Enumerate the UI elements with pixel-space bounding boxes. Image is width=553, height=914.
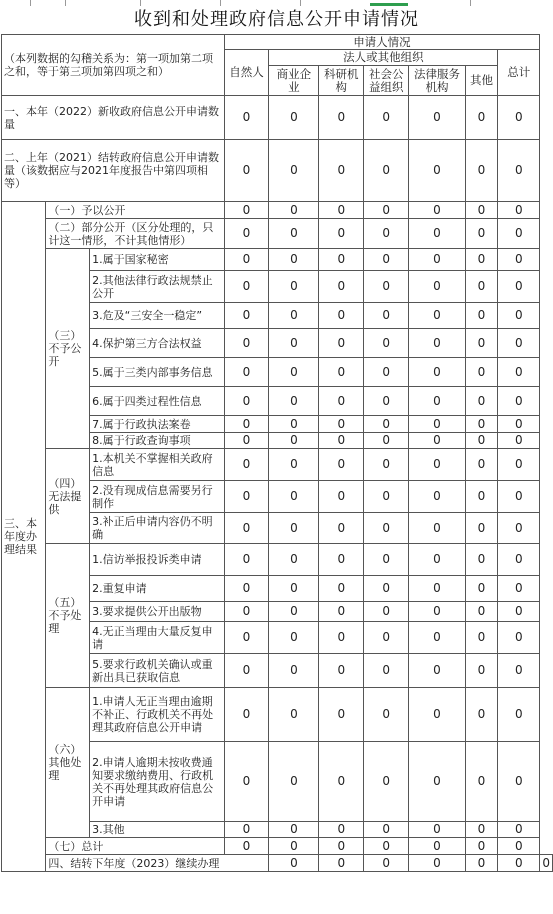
applicant-group-header: 申请人情况 xyxy=(224,35,540,50)
value-cell: 0 xyxy=(364,622,409,654)
value-cell: 0 xyxy=(224,602,269,622)
value-cell: 0 xyxy=(498,449,540,481)
value-cell: 0 xyxy=(498,202,540,219)
value-cell: 0 xyxy=(319,416,364,433)
value-cell: 0 xyxy=(498,688,540,742)
value-cell: 0 xyxy=(409,140,466,202)
value-cell: 0 xyxy=(364,654,409,688)
value-cell: 0 xyxy=(269,202,319,219)
item-label: 3.要求提供公开出版物 xyxy=(90,602,224,622)
value-cell: 0 xyxy=(319,303,364,329)
table-row xyxy=(2,35,553,50)
value-cell: 0 xyxy=(409,576,466,602)
item-label: 2.申请人逾期未按收费通知要求缴纳费用、行政机关不再处理其政府信息公开申请 xyxy=(90,742,224,822)
other-handling-label: （六）其他处理 xyxy=(46,688,90,838)
value-cell: 0 xyxy=(364,433,409,449)
value-cell: 0 xyxy=(409,358,466,387)
value-cell: 0 xyxy=(409,481,466,513)
item-label: 5.属于三类内部事务信息 xyxy=(90,358,224,387)
table-row xyxy=(2,544,553,576)
value-cell: 0 xyxy=(224,416,269,433)
value-cell: 0 xyxy=(465,688,497,742)
value-cell: 0 xyxy=(269,140,319,202)
value-cell: 0 xyxy=(319,329,364,358)
value-cell: 0 xyxy=(269,96,319,140)
new-requests-label: 一、本年（2022）新收政府信息公开申请数量 xyxy=(2,96,225,140)
value-cell: 0 xyxy=(224,249,269,271)
table-row xyxy=(2,219,553,249)
value-cell: 0 xyxy=(498,271,540,303)
table-row xyxy=(2,140,553,202)
item-label: 4.无正当理由大量反复申请 xyxy=(90,622,224,654)
value-cell: 0 xyxy=(269,433,319,449)
item-label: 5.要求行政机关确认或重新出具已获取信息 xyxy=(90,654,224,688)
value-cell: 0 xyxy=(409,329,466,358)
results-label: 三、本年度办理结果 xyxy=(2,202,46,872)
value-cell: 0 xyxy=(465,249,497,271)
value-cell: 0 xyxy=(364,742,409,822)
value-cell: 0 xyxy=(465,576,497,602)
value-cell: 0 xyxy=(409,654,466,688)
item-label: 1.属于国家秘密 xyxy=(90,249,224,271)
value-cell: 0 xyxy=(319,742,364,822)
value-cell: 0 xyxy=(465,855,497,872)
value-cell: 0 xyxy=(224,822,269,838)
value-cell: 0 xyxy=(498,481,540,513)
value-cell: 0 xyxy=(319,822,364,838)
value-cell: 0 xyxy=(224,622,269,654)
value-cell: 0 xyxy=(498,329,540,358)
value-cell: 0 xyxy=(224,654,269,688)
value-cell: 0 xyxy=(409,271,466,303)
item-label: 4.保护第三方合法权益 xyxy=(90,329,224,358)
table-row xyxy=(2,855,553,872)
item-label: 1.信访举报投诉类申请 xyxy=(90,544,224,576)
value-cell: 0 xyxy=(409,622,466,654)
value-cell: 0 xyxy=(319,449,364,481)
total-label: （七）总计 xyxy=(46,838,224,855)
value-cell: 0 xyxy=(409,688,466,742)
value-cell: 0 xyxy=(269,449,319,481)
value-cell: 0 xyxy=(498,742,540,822)
corner-note: （本列数据的勾稽关系为：第一项加第二项之和，等于第三项加第四项之和） xyxy=(2,35,225,96)
value-cell: 0 xyxy=(224,271,269,303)
value-cell: 0 xyxy=(364,544,409,576)
value-cell: 0 xyxy=(465,622,497,654)
value-cell: 0 xyxy=(409,249,466,271)
value-cell: 0 xyxy=(319,838,364,855)
value-cell: 0 xyxy=(465,358,497,387)
item-label: 2.没有现成信息需要另行制作 xyxy=(90,481,224,513)
disclosed-label: （一）予以公开 xyxy=(46,202,224,219)
value-cell: 0 xyxy=(409,202,466,219)
value-cell: 0 xyxy=(319,576,364,602)
value-cell: 0 xyxy=(409,544,466,576)
value-cell: 0 xyxy=(364,219,409,249)
value-cell: 0 xyxy=(465,838,497,855)
value-cell: 0 xyxy=(498,544,540,576)
value-cell: 0 xyxy=(364,416,409,433)
value-cell: 0 xyxy=(364,513,409,544)
total-header: 总计 xyxy=(498,50,540,96)
value-cell: 0 xyxy=(319,433,364,449)
table-row xyxy=(2,449,553,481)
value-cell: 0 xyxy=(319,271,364,303)
value-cell: 0 xyxy=(364,576,409,602)
value-cell: 0 xyxy=(319,481,364,513)
value-cell: 0 xyxy=(364,449,409,481)
value-cell: 0 xyxy=(465,202,497,219)
item-label: 8.属于行政查询事项 xyxy=(90,433,224,449)
value-cell: 0 xyxy=(409,219,466,249)
value-cell: 0 xyxy=(269,838,319,855)
value-cell: 0 xyxy=(319,622,364,654)
value-cell: 0 xyxy=(269,416,319,433)
value-cell: 0 xyxy=(498,387,540,416)
value-cell: 0 xyxy=(269,271,319,303)
value-cell: 0 xyxy=(364,855,409,872)
value-cell: 0 xyxy=(465,303,497,329)
item-label: 1.申请人无正当理由逾期不补正、行政机关不再处理其政府信息公开申请 xyxy=(90,688,224,742)
value-cell: 0 xyxy=(409,838,466,855)
carried-over-label: 二、上年（2021）结转政府信息公开申请数量（该数据应与2021年度报告中第四项相等） xyxy=(2,140,225,202)
legal-column-header: 社会公益组织 xyxy=(364,66,409,96)
item-label: 2.其他法律行政法规禁止公开 xyxy=(90,271,224,303)
value-cell: 0 xyxy=(224,96,269,140)
table-row xyxy=(2,688,553,742)
table-row xyxy=(2,249,553,271)
value-cell: 0 xyxy=(364,822,409,838)
value-cell: 0 xyxy=(465,433,497,449)
value-cell: 0 xyxy=(319,219,364,249)
value-cell: 0 xyxy=(498,838,540,855)
value-cell: 0 xyxy=(269,544,319,576)
value-cell: 0 xyxy=(465,140,497,202)
table-row xyxy=(2,202,553,219)
value-cell: 0 xyxy=(364,249,409,271)
value-cell: 0 xyxy=(224,303,269,329)
value-cell: 0 xyxy=(224,838,269,855)
natural-person-header: 自然人 xyxy=(224,50,269,96)
value-cell: 0 xyxy=(364,140,409,202)
value-cell: 0 xyxy=(364,329,409,358)
value-cell: 0 xyxy=(409,433,466,449)
item-label: 3.补正后申请内容仍不明确 xyxy=(90,513,224,544)
legal-column-header: 科研机构 xyxy=(319,66,364,96)
value-cell: 0 xyxy=(409,855,466,872)
statistics-table xyxy=(1,34,553,872)
value-cell: 0 xyxy=(319,513,364,544)
value-cell: 0 xyxy=(465,544,497,576)
value-cell: 0 xyxy=(269,654,319,688)
item-label: 3.其他 xyxy=(90,822,224,838)
value-cell: 0 xyxy=(319,387,364,416)
value-cell: 0 xyxy=(498,855,540,872)
value-cell: 0 xyxy=(364,481,409,513)
value-cell: 0 xyxy=(269,329,319,358)
value-cell: 0 xyxy=(498,416,540,433)
item-label: 6.属于四类过程性信息 xyxy=(90,387,224,416)
value-cell: 0 xyxy=(319,249,364,271)
value-cell: 0 xyxy=(319,96,364,140)
item-label: 3.危及“三安全一稳定” xyxy=(90,303,224,329)
value-cell: 0 xyxy=(269,742,319,822)
legal-column-header: 商业企业 xyxy=(269,66,319,96)
value-cell: 0 xyxy=(319,140,364,202)
value-cell: 0 xyxy=(319,602,364,622)
value-cell: 0 xyxy=(224,481,269,513)
value-cell: 0 xyxy=(465,654,497,688)
value-cell: 0 xyxy=(498,513,540,544)
value-cell: 0 xyxy=(465,329,497,358)
page-title: 收到和处理政府信息公开申请情况 xyxy=(134,9,419,30)
value-cell: 0 xyxy=(498,654,540,688)
value-cell: 0 xyxy=(364,271,409,303)
value-cell: 0 xyxy=(465,271,497,303)
value-cell: 0 xyxy=(319,544,364,576)
value-cell: 0 xyxy=(364,358,409,387)
table-row xyxy=(2,96,553,140)
value-cell: 0 xyxy=(465,449,497,481)
value-cell: 0 xyxy=(269,249,319,271)
not-processed-label: （五）不予处理 xyxy=(46,544,90,688)
value-cell: 0 xyxy=(269,358,319,387)
value-cell: 0 xyxy=(319,358,364,387)
value-cell: 0 xyxy=(319,688,364,742)
value-cell: 0 xyxy=(269,219,319,249)
item-label: 7.属于行政执法案卷 xyxy=(90,416,224,433)
value-cell: 0 xyxy=(498,576,540,602)
value-cell: 0 xyxy=(498,303,540,329)
value-cell: 0 xyxy=(364,202,409,219)
value-cell: 0 xyxy=(540,855,553,872)
value-cell: 0 xyxy=(409,449,466,481)
value-cell: 0 xyxy=(224,329,269,358)
legal-group-header: 法人或其他组织 xyxy=(269,50,498,66)
value-cell: 0 xyxy=(409,387,466,416)
value-cell: 0 xyxy=(409,742,466,822)
value-cell: 0 xyxy=(224,513,269,544)
item-label: 1.本机关不掌握相关政府信息 xyxy=(90,449,224,481)
value-cell: 0 xyxy=(269,387,319,416)
value-cell: 0 xyxy=(409,822,466,838)
value-cell: 0 xyxy=(224,688,269,742)
value-cell: 0 xyxy=(364,688,409,742)
value-cell: 0 xyxy=(224,433,269,449)
value-cell: 0 xyxy=(224,544,269,576)
value-cell: 0 xyxy=(465,219,497,249)
value-cell: 0 xyxy=(224,358,269,387)
value-cell: 0 xyxy=(498,822,540,838)
carry-forward-label: 四、结转下年度（2023）继续办理 xyxy=(46,855,269,872)
value-cell: 0 xyxy=(269,576,319,602)
value-cell: 0 xyxy=(269,303,319,329)
value-cell: 0 xyxy=(364,303,409,329)
value-cell: 0 xyxy=(465,822,497,838)
value-cell: 0 xyxy=(364,96,409,140)
value-cell: 0 xyxy=(224,219,269,249)
not-disclosed-label: （三）不予公开 xyxy=(46,249,90,449)
value-cell: 0 xyxy=(269,855,319,872)
value-cell: 0 xyxy=(465,742,497,822)
value-cell: 0 xyxy=(498,96,540,140)
cannot-provide-label: （四）无法提供 xyxy=(46,449,90,544)
value-cell: 0 xyxy=(465,96,497,140)
value-cell: 0 xyxy=(409,303,466,329)
value-cell: 0 xyxy=(465,513,497,544)
value-cell: 0 xyxy=(498,358,540,387)
value-cell: 0 xyxy=(364,602,409,622)
legal-column-header: 其他 xyxy=(465,66,497,96)
value-cell: 0 xyxy=(409,602,466,622)
legal-column-header: 法律服务机构 xyxy=(409,66,466,96)
value-cell: 0 xyxy=(269,822,319,838)
value-cell: 0 xyxy=(224,387,269,416)
value-cell: 0 xyxy=(409,96,466,140)
value-cell: 0 xyxy=(465,416,497,433)
value-cell: 0 xyxy=(319,654,364,688)
value-cell: 0 xyxy=(269,602,319,622)
value-cell: 0 xyxy=(319,202,364,219)
value-cell: 0 xyxy=(224,449,269,481)
partial-label: （二）部分公开（区分处理的，只计这一情形，不计其他情形） xyxy=(46,219,224,249)
value-cell: 0 xyxy=(465,602,497,622)
value-cell: 0 xyxy=(498,433,540,449)
value-cell: 0 xyxy=(269,688,319,742)
value-cell: 0 xyxy=(269,481,319,513)
value-cell: 0 xyxy=(465,481,497,513)
value-cell: 0 xyxy=(498,249,540,271)
value-cell: 0 xyxy=(409,416,466,433)
value-cell: 0 xyxy=(269,513,319,544)
value-cell: 0 xyxy=(224,742,269,822)
item-label: 2.重复申请 xyxy=(90,576,224,602)
value-cell: 0 xyxy=(498,622,540,654)
value-cell: 0 xyxy=(224,576,269,602)
table-row xyxy=(2,838,553,855)
value-cell: 0 xyxy=(498,140,540,202)
value-cell: 0 xyxy=(364,387,409,416)
value-cell: 0 xyxy=(364,838,409,855)
value-cell: 0 xyxy=(409,513,466,544)
value-cell: 0 xyxy=(319,855,364,872)
value-cell: 0 xyxy=(465,387,497,416)
value-cell: 0 xyxy=(498,602,540,622)
value-cell: 0 xyxy=(224,140,269,202)
value-cell: 0 xyxy=(269,622,319,654)
value-cell: 0 xyxy=(498,219,540,249)
value-cell: 0 xyxy=(224,202,269,219)
